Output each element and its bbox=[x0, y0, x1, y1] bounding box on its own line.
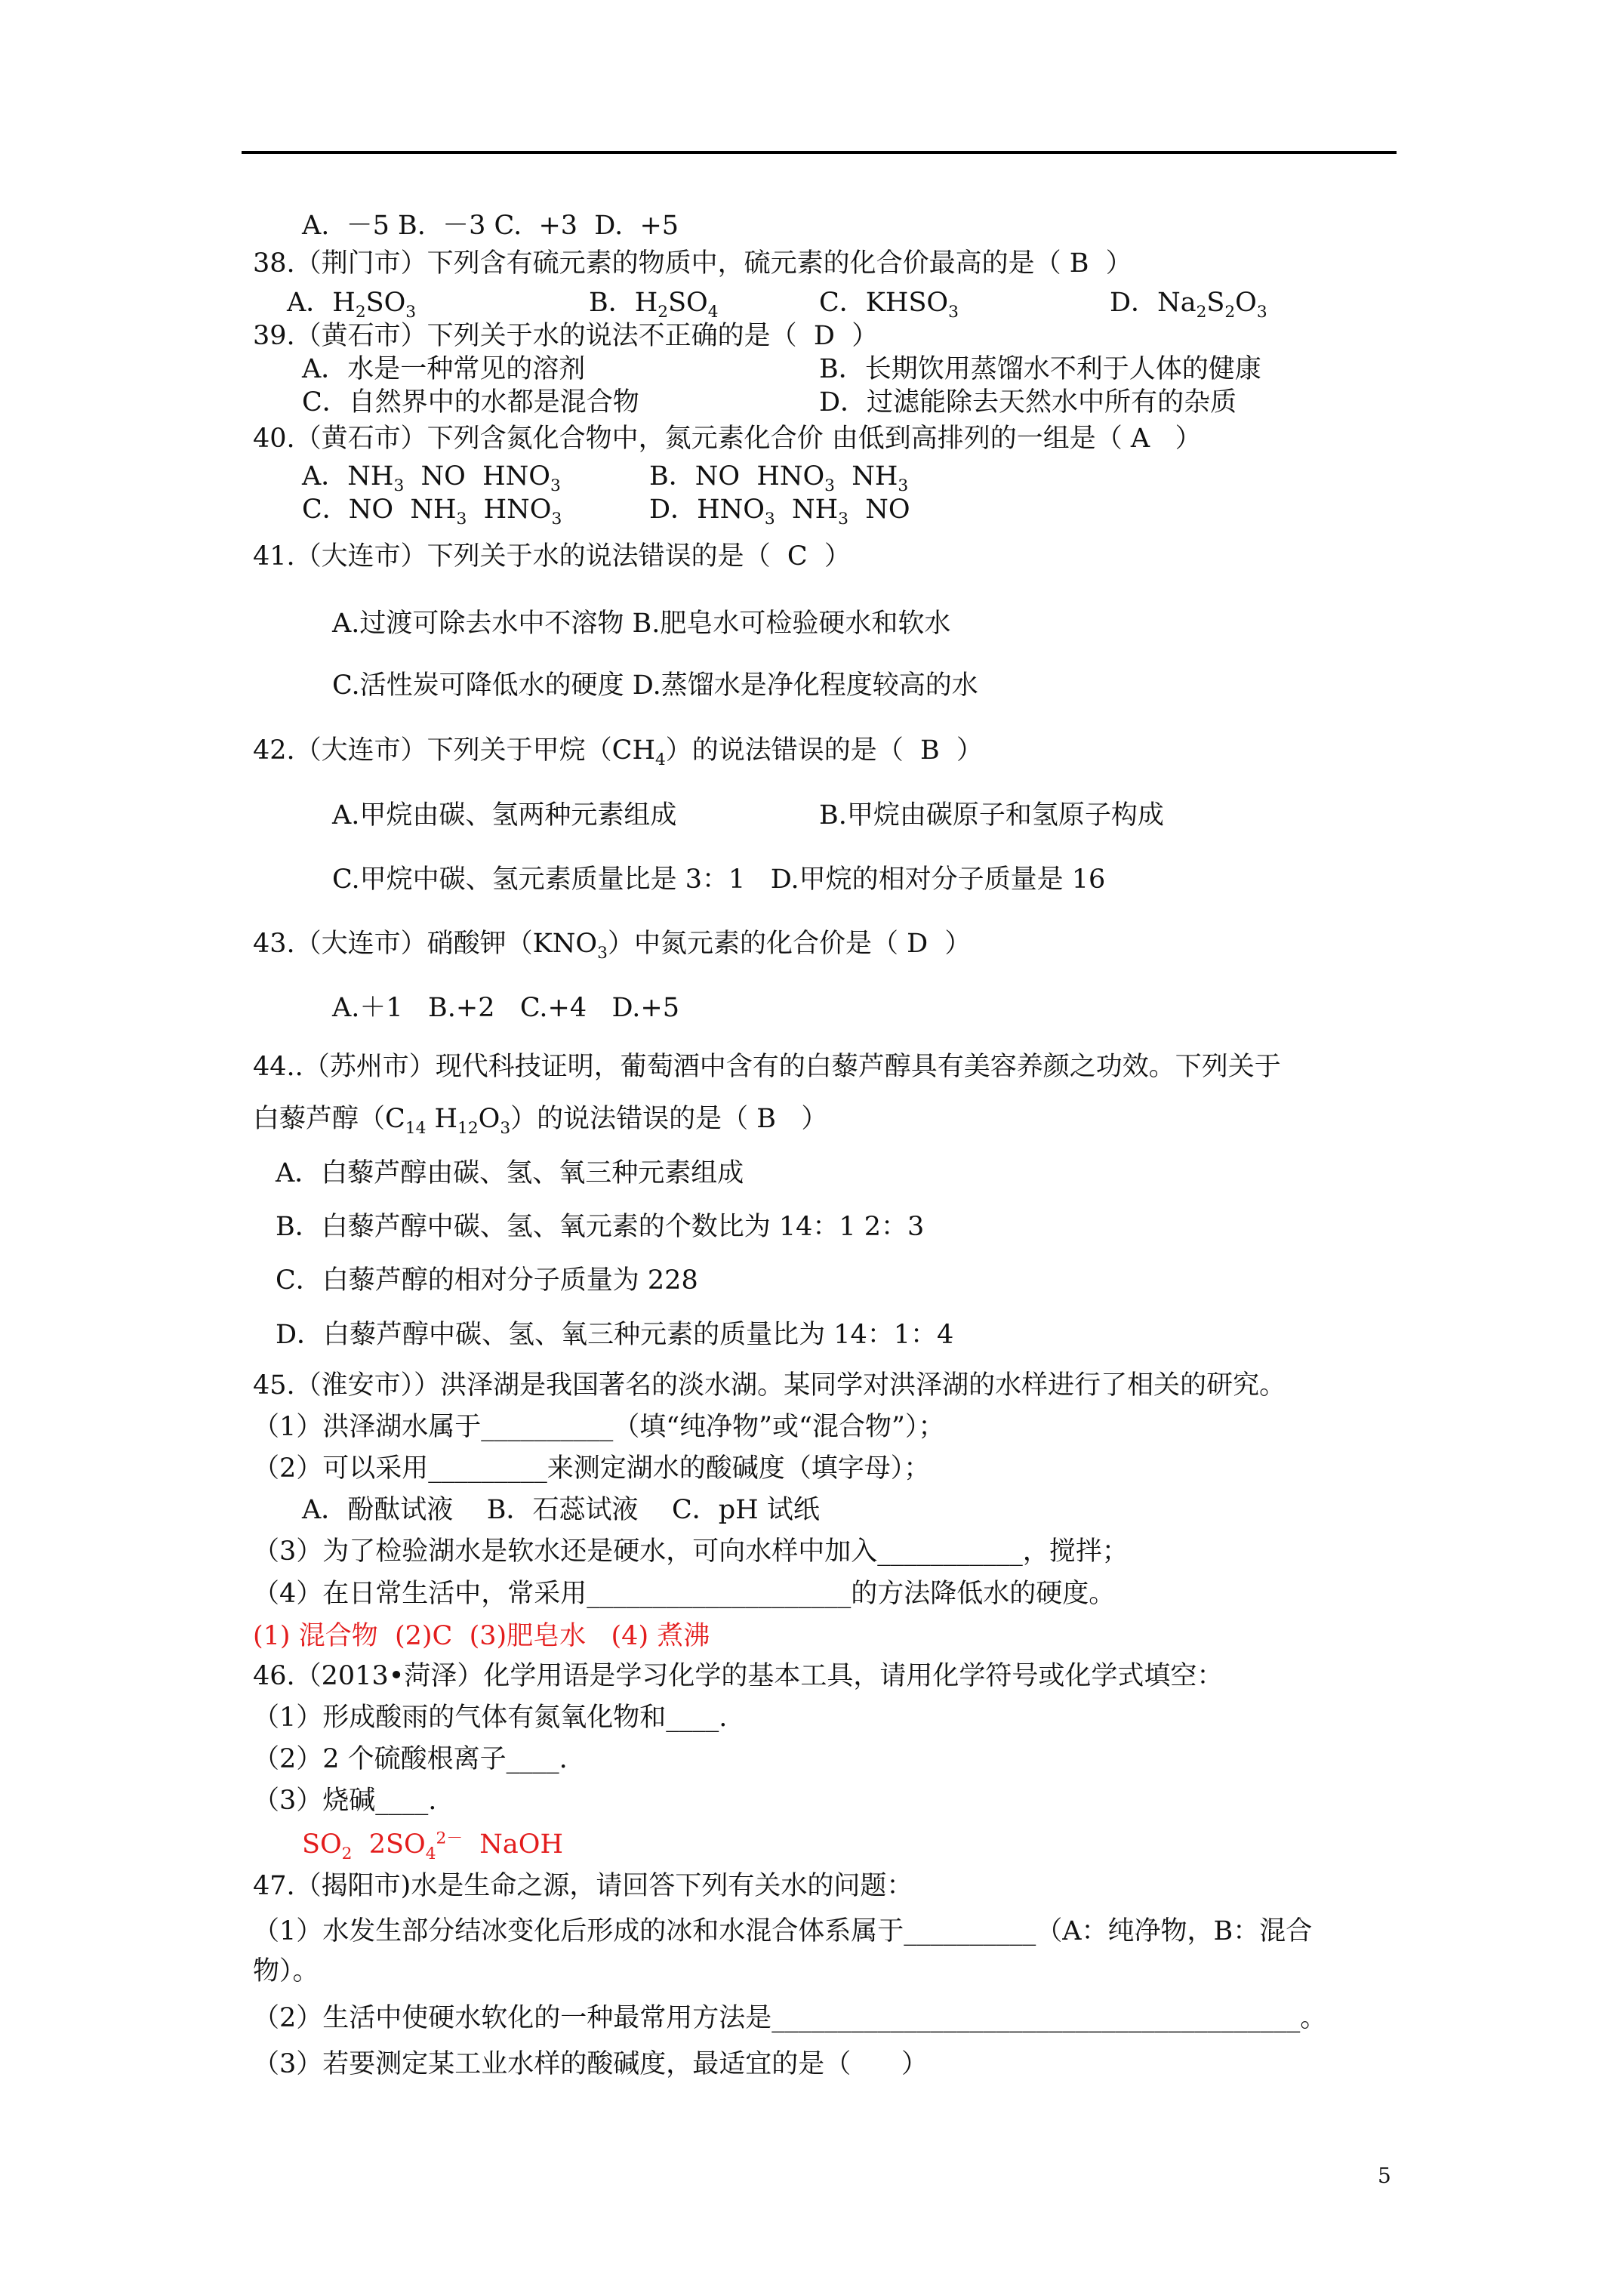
q39-option-d: D．过滤能除去天然水中所有的杂质 bbox=[819, 387, 1237, 418]
q37-options: A. －5 B. －3 C. +3 D. +5 bbox=[302, 211, 679, 241]
q40-option-b: B．NO $HNO_3$ $NH_3$ bbox=[649, 461, 909, 495]
q47-stem: 47.（揭阳市)水是生命之源，请回答下列有关水的问题： bbox=[253, 1871, 913, 1901]
q39-option-a: A．水是一种常见的溶剂 bbox=[302, 354, 586, 384]
q47-part1: （1）水发生部分结冰变化后形成的冰和水混合体系属于__________（A：纯净物，B：混合 bbox=[253, 1916, 1313, 1946]
q45-part3: （3）为了检验湖水是软水还是硬水，可向水样中加入___________，搅拌； bbox=[253, 1536, 1129, 1567]
q40-option-d: D．$HNO_3$ $NH_3$ NO bbox=[649, 495, 910, 529]
q46-part3: （3）烧碱____. bbox=[253, 1786, 437, 1816]
q44-option-a: A．白藜芦醇由碳、氢、氧三种元素组成 bbox=[276, 1158, 744, 1188]
q40-option-c: C．NO $NH_3$ $HNO_3$ bbox=[302, 495, 562, 529]
q47-part3: （3）若要测定某工业水样的酸碱度，最适宜的是（ ） bbox=[253, 2049, 929, 2079]
q38-option-c: C．$KHSO_3$ bbox=[819, 288, 959, 322]
q43-stem: 43.（大连市）硝酸钾$(KNO_3)$中氮元素的化合价是（ D ） bbox=[253, 929, 972, 963]
q39-option-c: C．自然界中的水都是混合物 bbox=[302, 387, 639, 418]
q45-part2: （2）可以采用_________来测定湖水的酸碱度（填字母）； bbox=[253, 1453, 931, 1484]
q45-answer: (1) 混合物 (2)C (3)肥皂水 (4) 煮沸 bbox=[253, 1621, 710, 1651]
q42-option-b: B.甲烷由碳原子和氢原子构成 bbox=[819, 800, 1164, 831]
q42-option-a: A.甲烷由碳、氢两种元素组成 bbox=[332, 800, 677, 831]
q45-part1: （1）洪泽湖水属于__________（填“纯净物”或“混合物”）； bbox=[253, 1412, 945, 1442]
q40-stem: 40.（黄石市）下列含氮化合物中，氮元素化合价 由低到高排列的一组是（ A ） bbox=[253, 424, 1202, 454]
q44-option-d: D．白藜芦醇中碳、氢、氧三种元素的质量比为 14：1：4 bbox=[276, 1320, 954, 1350]
header-rule bbox=[242, 151, 1397, 154]
q46-part2: （2）2 个硫酸根离子____. bbox=[253, 1744, 568, 1774]
q38-option-d: D．$Na_2S_2O_3$ bbox=[1110, 288, 1267, 322]
q47-part2: （2）生活中使硬水软化的一种最常用方法是________________________________________。 bbox=[253, 2003, 1327, 2033]
q39-stem: 39.（黄石市）下列关于水的说法不正确的是（ D ） bbox=[253, 321, 879, 351]
q46-part1: （1）形成酸雨的气体有氮氧化物和____. bbox=[253, 1703, 728, 1733]
q43-options: A.＋1 B.+2 C.+4 D.+5 bbox=[332, 993, 680, 1023]
q41-options-line1: A.过渡可除去水中不溶物 B.肥皂水可检验硬水和软水 bbox=[332, 609, 951, 639]
q38-option-a: A．$H_2SO_3$ bbox=[287, 288, 417, 322]
q45-stem: 45.（淮安市））洪泽湖是我国著名的淡水湖。某同学对洪泽湖的水样进行了相关的研究。 bbox=[253, 1370, 1286, 1401]
q42-options-line2: C.甲烷中碳、氢元素质量比是 3：1 D.甲烷的相对分子质量是 16 bbox=[332, 864, 1106, 895]
q44-stem-line2: 白藜芦醇（$C_{14}$ $H_{12}O_3$）的说法错误的是（ B ） bbox=[253, 1104, 828, 1138]
q38-option-b: B．$H_2SO_4$ bbox=[589, 288, 719, 322]
q47-part1-cont: 物）。 bbox=[253, 1956, 319, 1986]
q39-option-b: B．长期饮用蒸馏水不利于人体的健康 bbox=[819, 354, 1261, 384]
q40-option-a: A．$NH_3$ NO $HNO_3$ bbox=[302, 461, 561, 495]
q46-stem: 46.（2013•菏泽）化学用语是学习化学的基本工具，请用化学符号或化学式填空： bbox=[253, 1661, 1224, 1691]
q41-options-line2: C.活性炭可降低水的硬度 D.蒸馏水是净化程度较高的水 bbox=[332, 670, 978, 701]
q44-option-b: B．白藜芦醇中碳、氢、氧元素的个数比为 14：1 2：3 bbox=[276, 1212, 925, 1242]
q46-answer: $SO_2$ $2SO_4^{2-}$ NaOH bbox=[302, 1829, 563, 1863]
q44-option-c: C．白藜芦醇的相对分子质量为 228 bbox=[276, 1265, 698, 1296]
q41-stem: 41.（大连市）下列关于水的说法错误的是（ C ） bbox=[253, 541, 851, 572]
page-number: 5 bbox=[1378, 2163, 1391, 2188]
q42-stem: 42.（大连市）下列关于甲烷$(CH_4)$的说法错误的是（ B ） bbox=[253, 735, 984, 769]
q45-part4: （4）在日常生活中，常采用____________________的方法降低水的硬度。 bbox=[253, 1579, 1116, 1609]
q44-stem-line1: 44..（苏州市）现代科技证明，葡萄酒中含有的白藜芦醇具有美容养颜之功效。下列关于 bbox=[253, 1052, 1281, 1082]
q38-stem: 38.（荆门市）下列含有硫元素的物质中，硫元素的化合价最高的是（ B ） bbox=[253, 248, 1132, 279]
q45-part2-options: A．酚酞试液 B．石蕊试液 C．pH 试纸 bbox=[302, 1495, 820, 1525]
